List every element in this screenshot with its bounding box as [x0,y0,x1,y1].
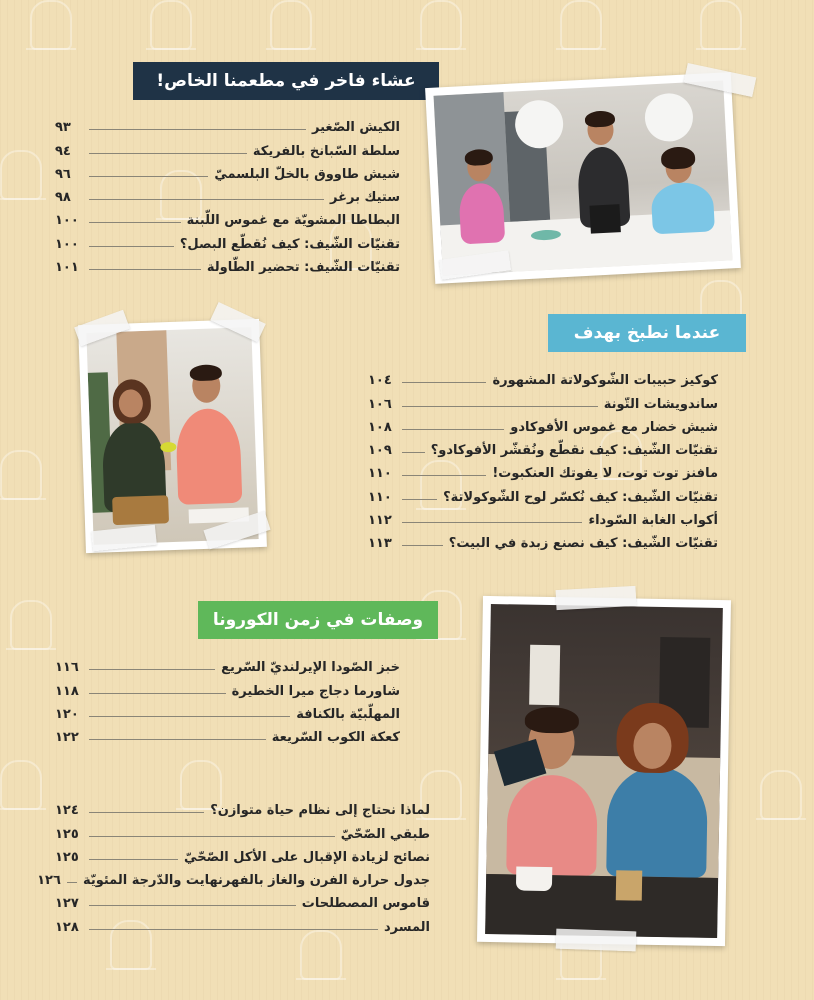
toc-row[interactable] [55,252,400,275]
toc-entry-title: شيش خضار مع غموس الأفوكادو [510,419,718,435]
photo-dinner-table-icon [433,81,732,276]
toc-row[interactable] [55,842,430,865]
dot-leader [402,545,443,546]
toc-entry-title: شيش طاووق بالخلّ البلسميّ [214,166,400,182]
section-title-cooking-with-purpose: عندما نطبخ بهدف [548,314,746,352]
dot-leader [402,452,425,453]
toc-page-number: ١٠٤ [368,373,392,389]
toc-entry-title: المهلّبيّة بالكنافة [296,706,400,722]
toc-row[interactable] [368,528,718,551]
toc-row[interactable] [55,795,430,818]
toc-entry-title: كوكيز حبيبات الشّوكولاتة المشهورة [492,373,718,389]
toc-page-number: ١١٢ [368,513,392,529]
toc-entry-title: تقنيّات الشّيف: تحضير الطّاولة [206,260,400,276]
section-title-corona-recipes: وصفات في زمن الكورونا [198,601,438,639]
toc-section-fancy-dinner [55,112,400,275]
toc-entry-title: تقنيّات الشّيف: كيف نقطّع ونُقشّر الأفوكادو؟ [430,443,718,459]
photo-tape [556,929,637,952]
toc-page-number: ١٢٥ [55,826,79,842]
toc-entry-title: تقنيّات الشّيف: كيف نصنع زبدة في البيت؟ [448,536,718,552]
toc-page-number: ١٠٨ [368,419,392,435]
toc-entry-title: تقنيّات الشّيف: كيف نُكسّر لوح الشّوكولاتة؟ [443,489,718,505]
toc-section-cooking-with-purpose [368,365,718,551]
toc-page-number: ١٢٠ [55,706,79,722]
dot-leader [89,176,208,177]
toc-page-number: ١٢٧ [55,896,79,912]
dot-leader [89,693,226,694]
toc-entry-title: نصائح لزيادة الإقبال على الأكل الصّحّيّ [184,849,430,865]
toc-entry-title: طبقي الصّحّيّ [340,826,430,842]
photo-cooking-kitchen-icon [86,327,258,545]
toc-page-number: ٩٨ [55,190,71,206]
toc-row[interactable] [55,112,400,135]
toc-page-number: ٩٦ [55,166,71,182]
dot-leader [89,716,290,717]
dot-leader [89,269,201,270]
toc-entry-title: البطاطا المشويّة مع غموس اللّبنة [186,213,400,229]
toc-row[interactable] [368,481,718,504]
toc-page-number: ١٠٠ [55,213,79,229]
toc-entry-title: المسرد [383,919,430,935]
toc-entry-title: أكواب الغابة السّوداء [588,513,718,529]
dot-leader [402,429,504,430]
toc-entry-title: كعكة الكوب السّريعة [271,730,400,746]
toc-row[interactable] [55,888,430,911]
dot-leader [89,129,306,130]
dot-leader [89,859,178,860]
toc-row[interactable] [55,205,400,228]
toc-row[interactable] [55,911,430,934]
toc-entry-title: ساندويشات التّونة [603,396,718,412]
toc-row[interactable] [55,652,400,675]
toc-page-number: ١٢٥ [55,849,79,865]
toc-page-number: ١٠١ [55,260,79,276]
toc-entry-title: لماذا نحتاج إلى نظام حياة متوازن؟ [210,803,430,819]
toc-entry-title: جدول حرارة الفرن والغاز بالفهرنهايت والدّرجة المئويّة [82,873,430,889]
toc-row[interactable] [368,505,718,528]
dot-leader [89,929,378,930]
toc-row[interactable] [368,458,718,481]
toc-page-number: ١١٠ [368,489,392,505]
section-title-fancy-dinner: عشاء فاخر في مطعمنا الخاص! [133,62,439,100]
toc-entry-title: ستيك برغر [330,190,400,206]
toc-row[interactable] [368,365,718,388]
dot-leader [67,882,77,883]
dot-leader [402,499,437,500]
toc-page-number: ١١٣ [368,536,392,552]
toc-entry-title: قاموس المصطلحات [301,896,430,912]
toc-section-corona-recipes [55,652,400,745]
dot-leader [402,475,486,476]
toc-row[interactable] [368,388,718,411]
dot-leader [89,199,324,200]
toc-page-number: ١٠٦ [368,396,392,412]
toc-page-number: ٩٤ [55,143,71,159]
dot-leader [89,222,181,223]
toc-page-number: ١١٠ [368,466,392,482]
toc-page-number: ١٢٦ [37,873,61,889]
toc-page-number: ١٢٤ [55,803,79,819]
toc-row[interactable] [55,159,400,182]
photo-sofa-tablet [477,596,731,946]
dot-leader [89,739,266,740]
photo-dinner-table [425,72,741,284]
dot-leader [402,522,582,523]
toc-row[interactable] [55,182,400,205]
toc-entry-title: تقنيّات الشّيف: كيف نُقطّع البصل؟ [179,236,400,252]
toc-row[interactable] [55,135,400,158]
toc-page-number: ١٠٩ [368,443,392,459]
toc-entry-title: مافنز توت توت، لا يفوتك العنكبوت! [492,466,718,482]
toc-row[interactable] [55,722,400,745]
dot-leader [89,905,296,906]
toc-page-number: ١٢٢ [55,730,79,746]
photo-tape [556,586,637,610]
toc-row[interactable] [55,228,400,251]
toc-page-number: ١١٦ [55,660,79,676]
toc-page-number: ١٠٠ [55,236,79,252]
dot-leader [89,153,247,154]
toc-page-number: ١٢٨ [55,919,79,935]
dot-leader [89,812,204,813]
toc-entry-title: شاورما دجاج ميرا الخطيرة [231,683,400,699]
photo-sofa-tablet-icon [485,604,723,938]
toc-row[interactable] [368,412,718,435]
dot-leader [402,406,598,407]
toc-page-number: ١١٨ [55,683,79,699]
dot-leader [89,246,174,247]
toc-row[interactable] [55,818,430,841]
toc-appendix [37,795,430,935]
dot-leader [402,382,486,383]
toc-row[interactable] [37,865,430,889]
toc-page-number: ٩٣ [55,120,71,136]
dot-leader [89,669,215,670]
toc-row[interactable] [55,699,400,722]
toc-entry-title: الكيش الصّغير [312,120,400,136]
toc-entry-title: خبز الصّودا الإيرلنديّ السّريع [221,660,400,676]
toc-row[interactable] [55,675,400,698]
toc-entry-title: سلطة السّبانخ بالفريكة [252,143,400,159]
toc-row[interactable] [368,435,718,458]
dot-leader [89,836,335,837]
